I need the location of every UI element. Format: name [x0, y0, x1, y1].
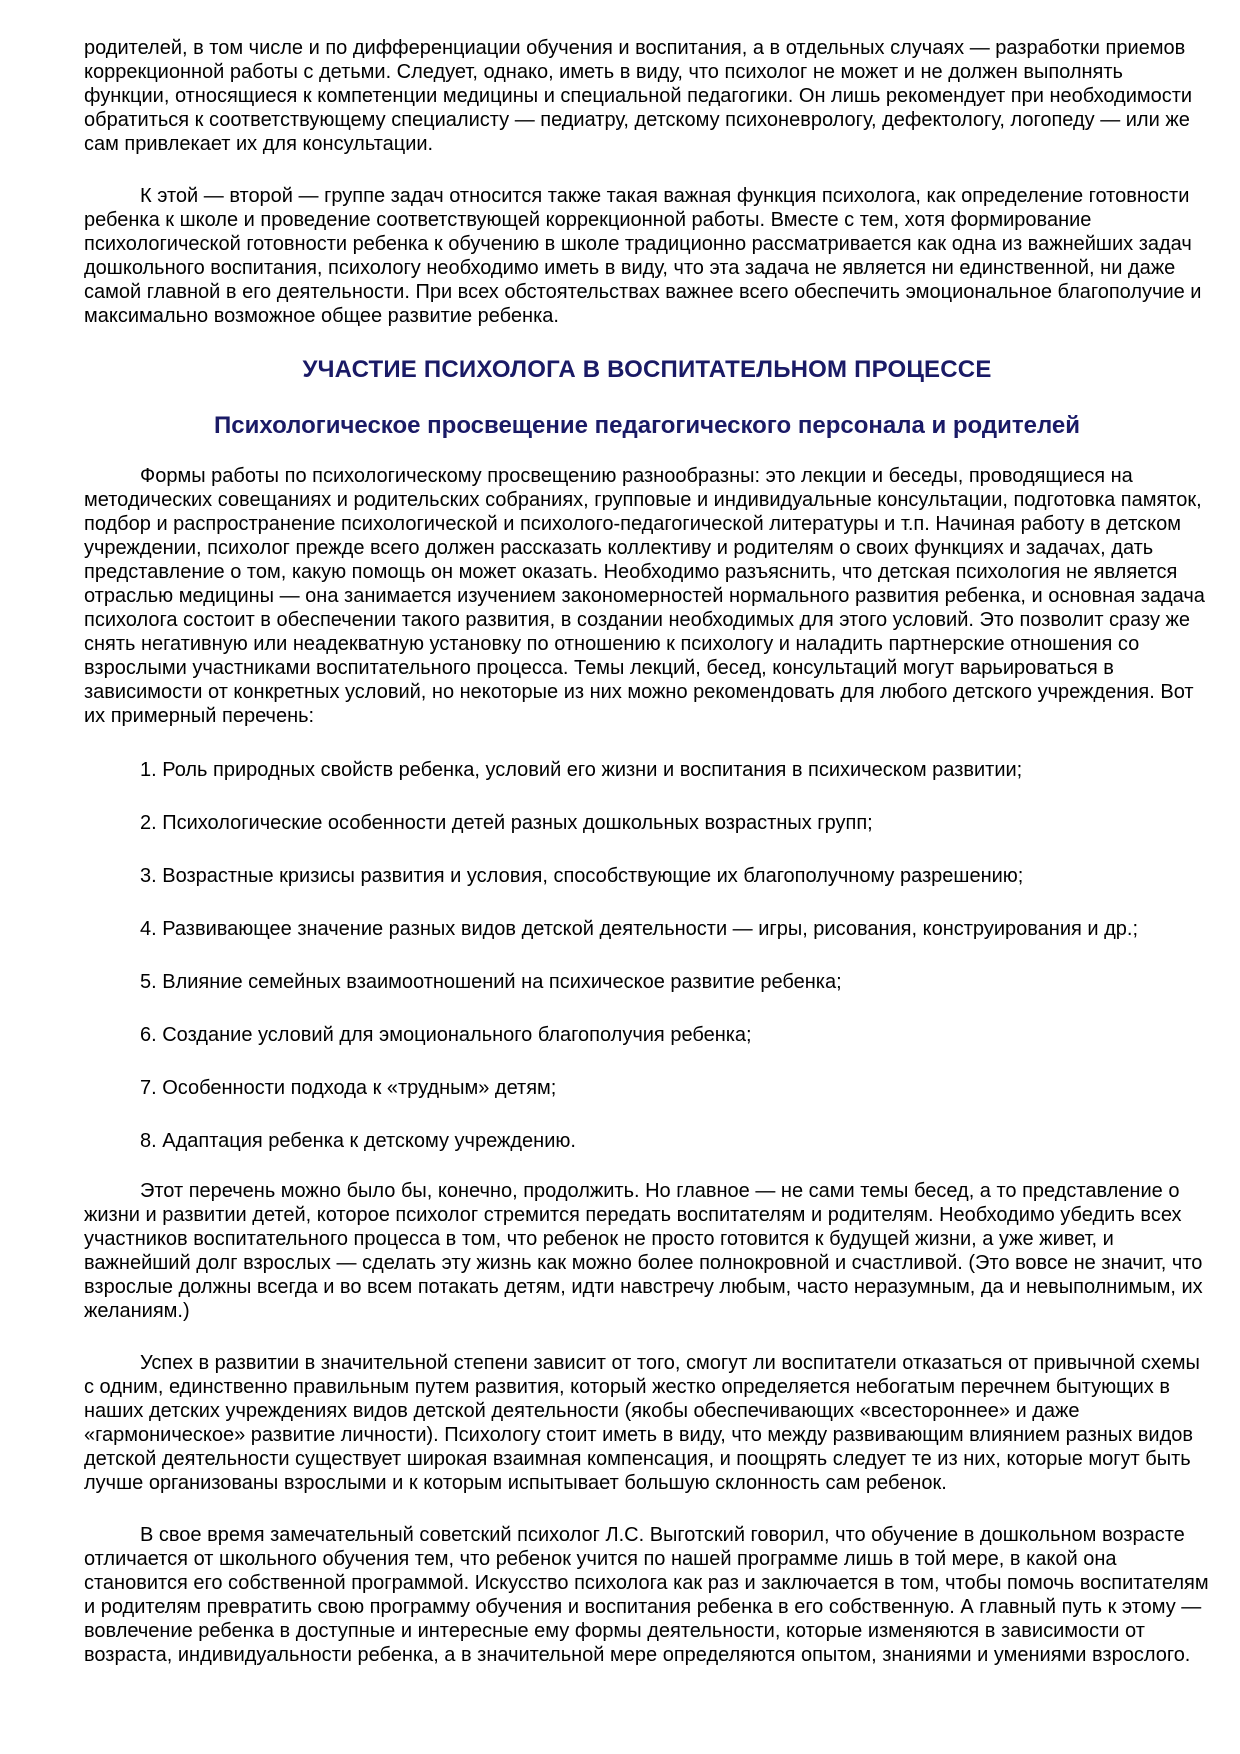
paragraph-forms: Формы работы по психологическому просвещению разнообразны: это лекции и беседы, проводящиеся на методических совещаниях и родительских собраниях, групповые и индивидуальные консультации, подготовка памяток, подбор и распространение психологической и психолого-педагогической литературы и т.п. Начиная работу в детском учреждении, психолог прежде всего должен рассказать коллективу и родителям о своих функциях и задачах, дать представление о том, какую помощь он может оказать. Необходимо разъяснить, что детская психология не является отраслью медицины — она занимается изучением закономерностей нормального развития ребенка, и основная задача психолога состоит в обеспечении такого развития, в создании необходимых для этого условий. Это позволит сразу же снять негативную или неадекватную установку по отношению к психологу и наладить партнерские отношения со взрослыми участниками воспитательного процесса. Темы лекций, бесед, консультаций могут варьироваться в зависимости от конкретных условий, но некоторые из них можно рекомендовать для любого детского учреждения. Вот их примерный перечень:: [84, 465, 1205, 727]
paragraph-vygotsky: В свое время замечательный советский психолог Л.С. Выготский говорил, что обучение в дошкольном возрасте отличается от школьного обучения тем, что ребенок учится по нашей программе лишь в той мере, в какой она становится его собственной программой. Искусство психолога как раз и заключается в том, чтобы помочь воспитателям и родителям превратить свою программу обучения и воспитания ребенка в его собственную. А главный путь к этому — вовлечение ребенка в доступные и интересные ему формы деятельности, которые изменяются в зависимости от возраста, индивидуальности ребенка, а в значительной мере определяются опытом, знаниями и умениями взрослого.: [84, 1524, 1209, 1666]
list-item: 5. Влияние семейных взаимоотношений на психическое развитие ребенка;: [140, 971, 842, 993]
subsection-heading: Психологическое просвещение педагогического персонала и родителей: [213, 412, 1081, 439]
paragraph-list-continue: Этот перечень можно было бы, конечно, продолжить. Но главное — не сами темы бесед, а то представление о жизни и развитии детей, которое психолог стремится передать воспитателям и родителям. Необходимо убедить всех участников воспитательного процесса в том, что ребенок не просто готовится к будущей жизни, а уже живет, и важнейший долг взрослых — сделать эту жизнь как можно более полнокровной и счастливой. (Это вовсе не значит, что взрослые должны всегда и во всем потакать детям, идти навстречу любым, часто неразумным, да и невыполнимым, их желаниям.): [84, 1180, 1203, 1322]
list-item: 6. Создание условий для эмоционального благополучия ребенка;: [140, 1024, 752, 1046]
paragraph-intro: родителей, в том числе и по дифференциации обучения и воспитания, а в отдельных случаях — разработки приемов коррекционной работы с детьми. Следует, однако, иметь в виду, что психолог не может и не должен выполнять функции, относящиеся к компетенции медицины и специальной педагогики. Он лишь рекомендует при необходимости обратиться к соответствующему специалисту — педиатру, детскому психоневрологу, дефектологу, логопеду — или же сам привлекает их для консультации.: [84, 37, 1193, 155]
list-item: 1. Роль природных свойств ребенка, условий его жизни и воспитания в психическом развитии;: [140, 759, 1023, 781]
list-item: 2. Психологические особенности детей разных дошкольных возрастных групп;: [140, 812, 873, 834]
document-page: [84, 36, 1210, 1667]
list-item: 4. Развивающее значение разных видов детской деятельности — игры, рисования, конструирования и др.;: [140, 918, 1139, 940]
list-item: 7. Особенности подхода к «трудным» детям;: [140, 1077, 557, 1099]
section-heading: УЧАСТИЕ ПСИХОЛОГА В ВОСПИТАТЕЛЬНОМ ПРОЦЕССЕ: [302, 356, 992, 383]
paragraph-second-group: К этой — второй — группе задач относится также такая важная функция психолога, как определение готовности ребенка к школе и проведение соответствующей коррекционной работы. Вместе с тем, хотя формирование психологической готовности ребенка к обучению в школе традиционно рассматривается как одна из важнейших задач дошкольного воспитания, психологу необходимо иметь в виду, что эта задача не является ни единственной, ни даже самой главной в его деятельности. При всех обстоятельствах важнее всего обеспечить эмоциональное благополучие и максимально возможное общее развитие ребенка.: [84, 185, 1202, 327]
topics-list: [84, 758, 1210, 1153]
list-item: 3. Возрастные кризисы развития и условия, способствующие их благополучному разрешению;: [140, 865, 1024, 887]
list-item: 8. Адаптация ребенка к детскому учреждению.: [140, 1130, 576, 1152]
paragraph-success: Успех в развитии в значительной степени зависит от того, смогут ли воспитатели отказаться от привычной схемы с одним, единственно правильным путем развития, который жестко определяется небогатым перечнем бытующих в наших детских учреждениях видов детской деятельности (якобы обеспечивающих «всестороннее» и даже «гармоническое» развитие личности). Психологу стоит иметь в виду, что между развивающим влиянием разных видов детской деятельности существует широкая взаимная компенсация, и поощрять следует те из них, которые могут быть лучше организованы взрослыми и к которым испытывает большую склонность сам ребенок.: [84, 1352, 1200, 1494]
